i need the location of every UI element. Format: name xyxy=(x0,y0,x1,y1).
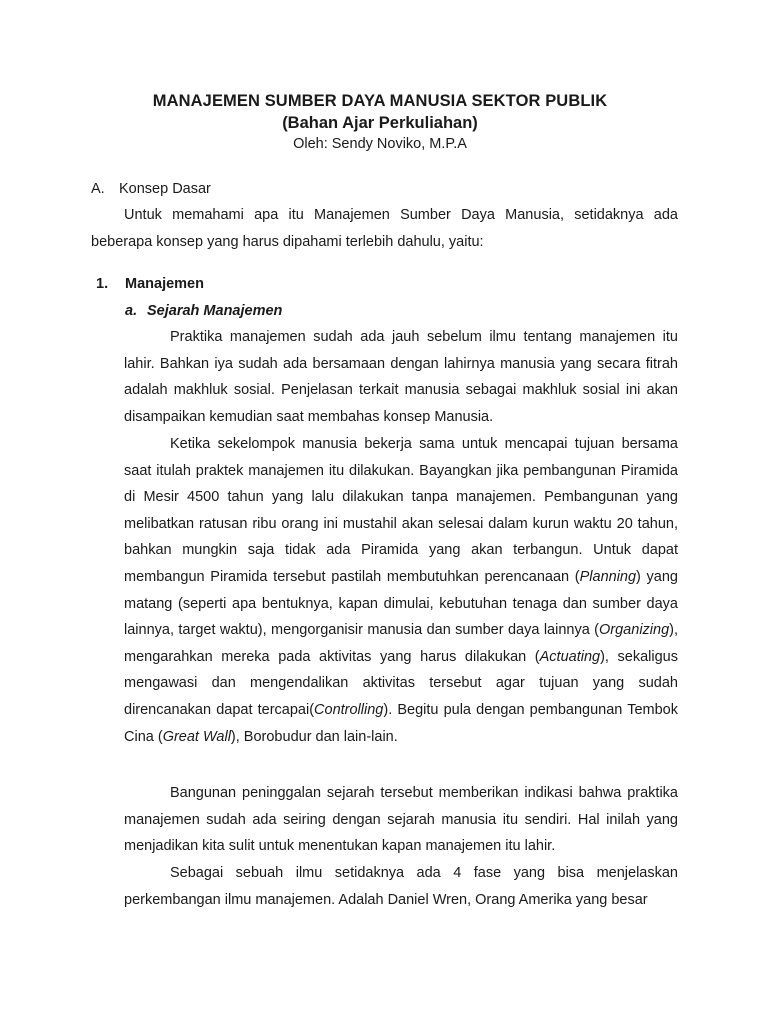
paragraph-text: ). Begitu pula dengan pembangunan Tembok Cina ( xyxy=(124,701,678,745)
italic-term: Actuating xyxy=(539,648,601,665)
paragraph-text: Bangunan peninggalan sejarah tersebut memberikan indikasi bahwa praktika manajemen sudah ada seiring dengan sejarah manusia itu sendiri. Hal inilah yang menjadikan kita sulit untuk menentukan kapan manajemen itu lahir. xyxy=(124,785,678,855)
subsection-a-number: a. xyxy=(125,303,138,319)
paragraph-text: Sebagai sebuah ilmu setidaknya ada 4 fase yang bisa menjelaskan perkembangan ilmu manajemen. Adalah Daniel Wren, Orang Amerika yang besar xyxy=(124,865,678,908)
body-paragraph xyxy=(124,780,678,860)
paragraph-text: Ketika sekelompok manusia bekerja sama untuk mencapai tujuan bersama saat itulah praktek manajemen itu dilakukan. Bayangkan jika pembangunan Piramida di Mesir 4500 tahun yang lalu dilakukan tanpa manajemen. Pembangunan yang melibatkan ratusan ribu orang ini mustahil akan selesai dalam kurun waktu 20 tahun, bahkan mungkin saja tidak ada Piramida yang akan terbangun. Untuk dapat membangun Piramida tersebut pastilah membutuhkan perencanaan ( xyxy=(124,436,678,585)
italic-term: Great Wall xyxy=(162,728,231,745)
italic-term: Organizing xyxy=(599,622,670,639)
subsection-a-title: Sejarah Manajemen xyxy=(147,303,283,319)
paragraph-text: Praktika manajemen sudah ada jauh sebelum ilmu tentang manajemen itu lahir. Bahkan iya sudah ada bersamaan dengan lahirnya manusia yang secara fitrah adalah makhluk sosial. Penjelasan terkait manusia sebagai makhluk sosial ini akan disampaikan kemudian saat membahas konsep Manusia. xyxy=(124,329,678,425)
body-paragraph xyxy=(124,431,678,750)
section-a-title: Konsep Dasar xyxy=(119,181,211,197)
section-1-number: 1. xyxy=(96,276,109,292)
paragraph-text: ), Borobudur dan lain-lain. xyxy=(230,728,398,745)
paragraph-text: ) yang matang (seperti apa bentuknya, kapan dimulai, kebutuhan tenaga dan sumber daya lainnya, target waktu), mengorganisir manusia dan sumber daya lainnya ( xyxy=(124,568,678,639)
italic-term: Controlling xyxy=(314,701,384,718)
italic-term: Planning xyxy=(579,568,637,585)
section-a-heading xyxy=(91,179,211,199)
section-a-intro: Untuk memahami apa itu Manajemen Sumber Daya Manusia, setidaknya ada beberapa konsep yang harus dipahami terlebih dahulu, yaitu: xyxy=(91,207,678,250)
document-title: MANAJEMEN SUMBER DAYA MANUSIA SEKTOR PUBLIK xyxy=(152,92,608,110)
document-author: Oleh: Sendy Noviko, M.P.A xyxy=(293,136,467,152)
section-1-heading xyxy=(96,274,204,294)
paragraph-text: ), sekaligus mengawasi dan mengendalikan aktivitas tersebut agar tujuan yang sudah direncanakan dapat tercapai( xyxy=(124,648,678,718)
subsection-a-heading xyxy=(125,301,282,321)
paragraph-text: ), mengarahkan mereka pada aktivitas yang harus dilakukan ( xyxy=(124,622,678,665)
document-subtitle: (Bahan Ajar Perkuliahan) xyxy=(282,114,478,132)
section-1-title: Manajemen xyxy=(125,276,204,292)
title-block xyxy=(80,90,680,154)
body-paragraph xyxy=(124,860,678,913)
section-a-number: A. xyxy=(91,181,105,197)
body-paragraph xyxy=(124,324,678,430)
